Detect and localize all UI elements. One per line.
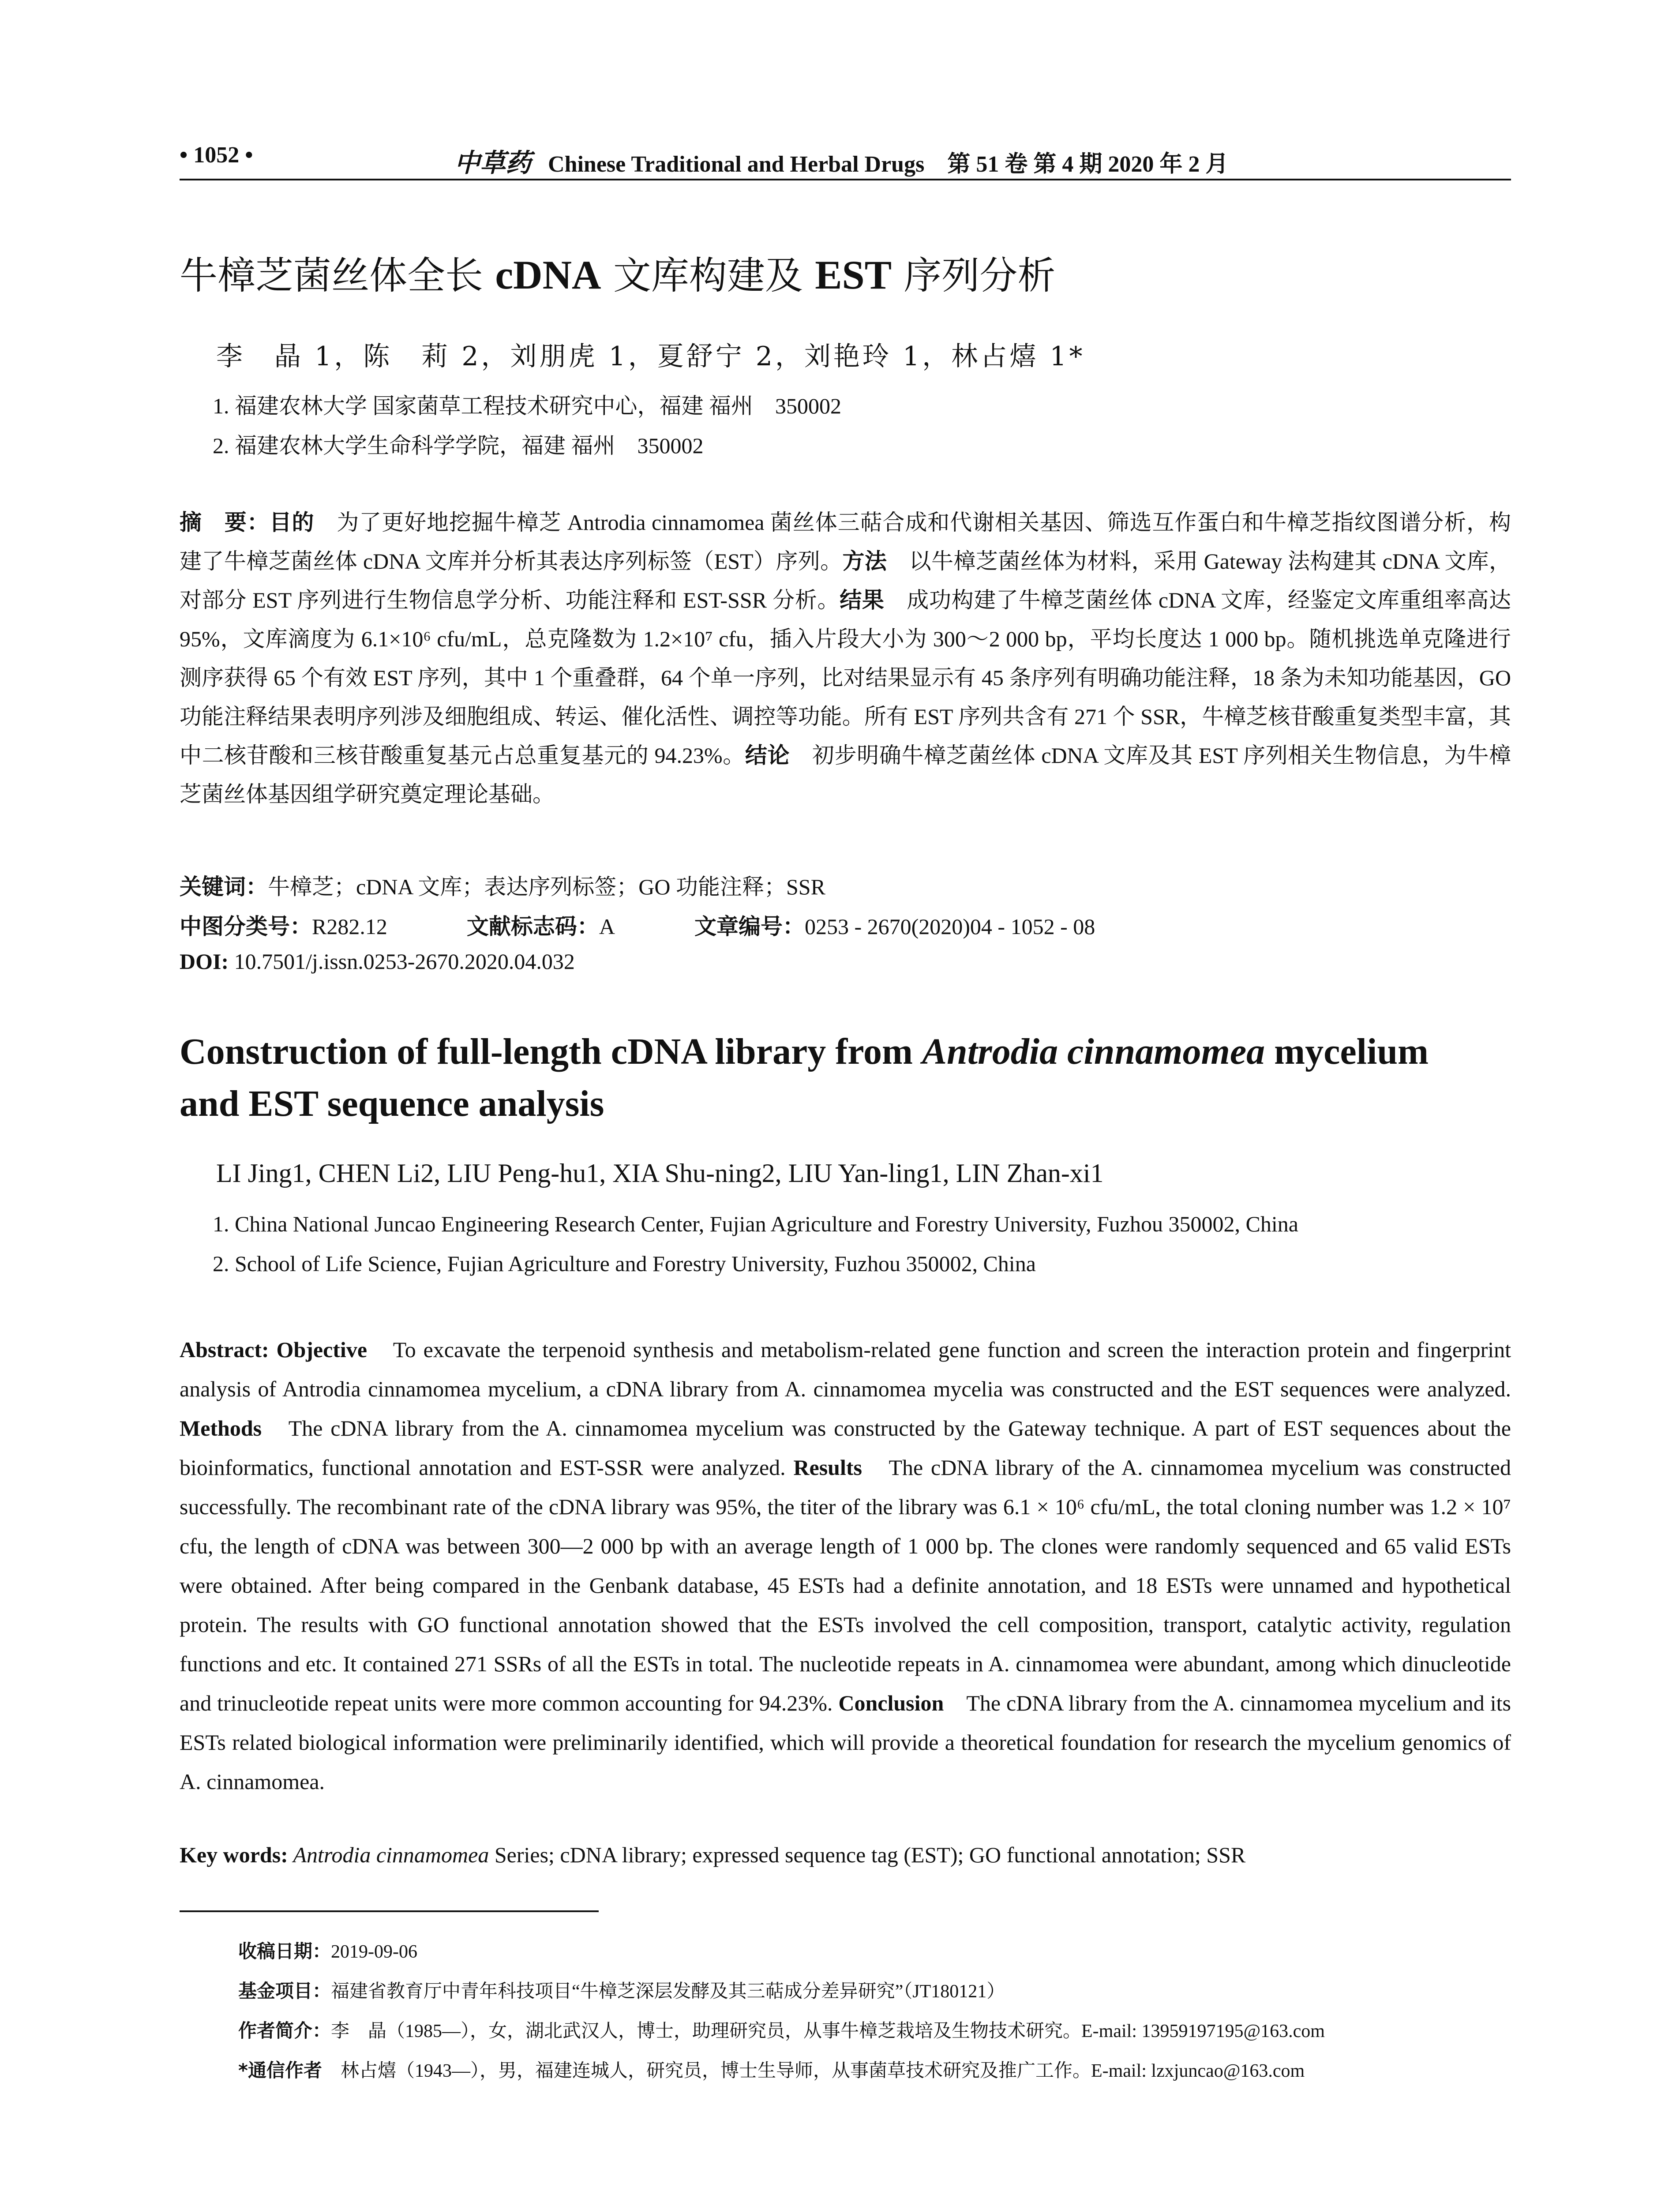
doc-code-label: 文献标志码： — [466, 914, 599, 939]
en-title-text-2: mycelium — [1265, 1031, 1429, 1072]
english-affiliation-2: 2. School of Life Science, Fujian Agriculture and Forestry University, Fuzhou 350002, China — [213, 1251, 1036, 1276]
article-no-label: 文章编号： — [694, 914, 805, 939]
corresponding-text: 林占熺（1943—），男，福建连城人，研究员，博士生导师，从事菌草技术研究及推广工作。E-mail: lzxjuncao@163.com — [322, 2061, 1305, 2081]
doc-code-value: A — [599, 914, 615, 939]
chinese-title — [180, 245, 1055, 300]
page-number: • 1052 • — [180, 143, 253, 168]
received-label: 收稿日期： — [238, 1940, 331, 1962]
cn-conclusion-label: 结论 — [745, 743, 790, 768]
fund-label: 基金项目： — [238, 1980, 331, 2002]
cn-results: 成功构建了牛樟芝菌丝体 cDNA 文库，经鉴定文库重组率高达 95%，文库滴度为 6.1×10⁶ cfu/mL，总克隆数为 1.2×10⁷ cfu，插入片段大小为 300～2 000 bp，平均长度达 1 000 bp。随机挑选单克隆进行测序获得 65 个有效 EST 序列，其中 1 个重叠群，64 个单一序列，比对结果显示有 45 条序列有明确功能注释，18 条为未知功能基因，GO 功能注释结果表明序列涉及细胞组成、转运、催化活性、调控等功能。所有 EST 序列共含有 271 个 SSR，牛樟芝核苷酸重复类型丰富，其中二核苷酸和三核苷酸重复基元占总重复基元的 94.23%。 — [180, 588, 1511, 768]
footnote-rule — [180, 1910, 599, 1912]
en-methods: The cDNA library from the A. cinnamomea mycelium was constructed by the Gateway technique. A part of EST sequences about the bioinformatics, functional annotation and EST-SSR were analyzed. — [180, 1416, 1511, 1480]
author-label: 作者简介： — [238, 2020, 331, 2041]
journal-info: Chinese Traditional and Herbal Drugs 第 51 卷 第 4 期 2020 年 2 月 — [548, 152, 1229, 177]
english-title — [180, 1026, 1511, 1130]
en-results: The cDNA library of the A. cinnamomea mycelium was constructed successfully. The recombinant rate of the cDNA library was 95%, the titer of the library was 6.1 × 10⁶ cfu/mL, the total cloning number was 1.2 × 10⁷ cfu, the length of cDNA was between 300—2 000 bp with an average length of 1 000 bp. The clones were randomly sequenced and 65 valid ESTs were obtained. After being compared in the Genbank database, 45 ESTs had a definite annotation, and 18 ESTs were unnamed and hypothetical protein. The results with GO functional annotation showed that the ESTs involved the cell composition, transport, catalytic activity, regulation functions and etc. It contained 271 SSRs of all the ESTs in total. The nucleotide repeats in A. cinnamomea were abundant, among which dinucleotide and trinucleotide repeat units were more common accounting for 94.23%. — [180, 1455, 1511, 1715]
footnote-received — [238, 1937, 417, 1963]
chinese-affiliation-2: 2. 福建农林大学生命科学学院，福建 福州 350002 — [213, 433, 704, 458]
doi-line — [180, 949, 575, 974]
cn-objective: 为了更好地挖掘牛樟芝 Antrodia cinnamomea 菌丝体三萜合成和代谢相关基因、筛选互作蛋白和牛樟芝指纹图谱分析，构建了牛樟芝菌丝体 cDNA 文库并分析其表达序列标签（EST）序列。 — [180, 510, 1511, 574]
chinese-affiliation-1: 1. 福建农林大学 国家菌草工程技术研究中心，福建 福州 350002 — [213, 394, 841, 418]
en-objective: To excavate the terpenoid synthesis and metabolism-related gene function and screen the interaction protein and fingerprint analysis of Antrodia cinnamomea mycelium, a cDNA library from A. cinnamomea mycelia was constructed and the EST sequences were analyzed. — [180, 1337, 1511, 1401]
cn-keywords-line — [180, 869, 825, 901]
en-title-species: Antrodia cinnamomea — [922, 1031, 1265, 1072]
en-title-text-1: Construction of full-length cDNA library from — [180, 1031, 922, 1072]
cn-methods-label: 方法 — [842, 548, 887, 574]
en-keywords-species: Antrodia cinnamomea — [288, 1842, 489, 1867]
cn-title-text-3: 序列分析 — [892, 254, 1056, 298]
article-no-value: 0253 - 2670(2020)04 - 1052 - 08 — [804, 914, 1095, 939]
cn-title-text-1: 牛樟芝菌丝体全长 — [180, 254, 495, 298]
cn-objective-label: 目的 — [269, 510, 315, 535]
footnote-fund — [238, 1977, 1005, 2003]
en-results-label: Results — [793, 1455, 862, 1480]
en-methods-label: Methods — [180, 1416, 262, 1441]
cn-keywords: 牛樟芝；cDNA 文库；表达序列标签；GO 功能注释；SSR — [268, 874, 825, 899]
header-rule — [180, 179, 1511, 180]
english-abstract — [180, 1330, 1511, 1801]
clc-value: R282.12 — [312, 914, 387, 939]
cn-keywords-label: 关键词： — [180, 874, 268, 900]
cn-conclusion: 初步明确牛樟芝菌丝体 cDNA 文库及其 EST 序列相关生物信息，为牛樟芝菌丝体基因组学研究奠定理论基础。 — [180, 743, 1511, 807]
en-conclusion: The cDNA library from the A. cinnamomea mycelium and its ESTs related biological information were preliminarily identified, which will provide a theoretical foundation for research the mycelium genomics of A. cinnamomea. — [180, 1691, 1511, 1794]
cn-results-label: 结果 — [840, 587, 885, 613]
journal-name-cn: 中草药 — [454, 148, 532, 178]
english-affiliation-1: 1. China National Juncao Engineering Research Center, Fujian Agriculture and Forestry University, Fuzhou 350002, China — [213, 1212, 1298, 1236]
chinese-authors: 李 晶 1，陈 莉 2，刘朋虎 1，夏舒宁 2，刘艳玲 1，林占熺 1* — [216, 341, 1085, 372]
en-keywords: Series; cDNA library; expressed sequence tag (EST); GO functional annotation; SSR — [489, 1842, 1246, 1867]
running-header — [454, 142, 1228, 179]
corresponding-label: *通信作者 — [238, 2060, 322, 2081]
footnote-corresponding — [238, 2056, 1305, 2082]
cn-title-bold-2: EST — [815, 252, 892, 297]
clc-label: 中图分类号： — [180, 914, 312, 939]
footnote-author — [238, 2016, 1325, 2043]
chinese-abstract — [180, 503, 1511, 814]
cn-classification-line — [180, 909, 1095, 941]
cn-abstract-label: 摘 要： — [180, 510, 270, 535]
cn-title-bold-1: cDNA — [495, 252, 601, 297]
fund-text: 福建省教育厅中青年科技项目“牛樟芝深层发酵及其三萜成分差异研究”（JT180121） — [331, 1981, 1005, 2002]
doi-label: DOI: — [180, 949, 229, 974]
cn-methods: 以牛樟芝菌丝体为材料，采用 Gateway 法构建其 cDNA 文库，对部分 EST 序列进行生物信息学分析、功能注释和 EST-SSR 分析。 — [180, 549, 1511, 612]
cn-title-text-2: 文库构建及 — [601, 254, 815, 298]
doi-value: 10.7501/j.issn.0253-2670.2020.04.032 — [229, 949, 575, 974]
en-keywords-label: Key words: — [180, 1842, 288, 1867]
author-text: 李 晶（1985—），女，湖北武汉人，博士，助理研究员，从事牛樟芝栽培及生物技术研究。E-mail: 13959197195@163.com — [331, 2021, 1325, 2041]
english-authors: LI Jing1, CHEN Li2, LIU Peng-hu1, XIA Shu-ning2, LIU Yan-ling1, LIN Zhan-xi1 — [216, 1159, 1104, 1188]
received-date: 2019-09-06 — [331, 1942, 417, 1962]
en-title-line-2: and EST sequence analysis — [180, 1083, 604, 1124]
en-keywords-line — [180, 1842, 1245, 1868]
en-abstract-label: Abstract: Objective — [180, 1337, 368, 1362]
en-conclusion-label: Conclusion — [838, 1691, 944, 1715]
